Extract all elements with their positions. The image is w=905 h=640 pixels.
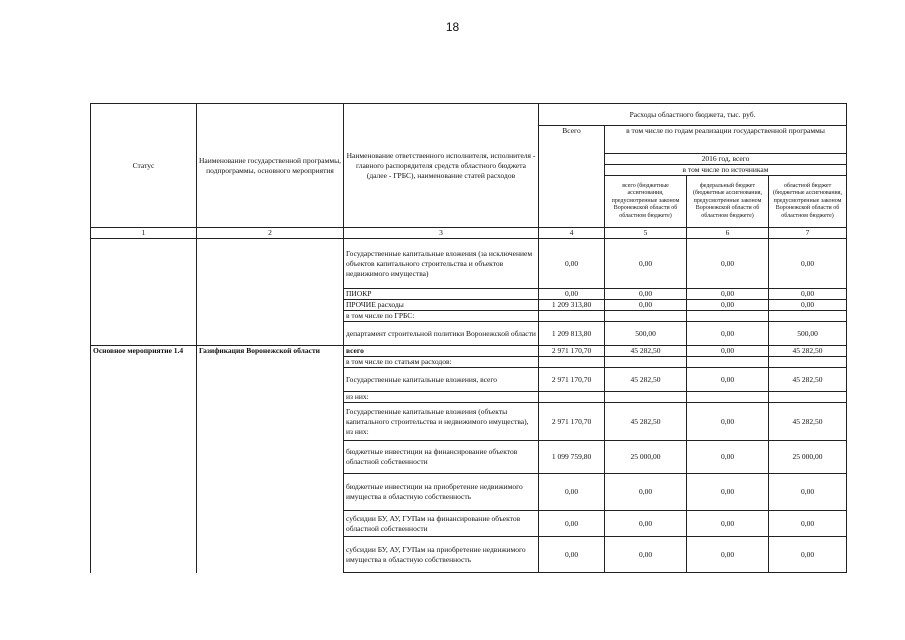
row-src-regional <box>769 311 847 322</box>
row-src-all: 45 282,50 <box>605 346 687 357</box>
table-row <box>91 239 847 289</box>
row-src-regional: 0,00 <box>769 511 847 537</box>
row-name: всего <box>344 346 539 357</box>
row-name: бюджетные инвестиции на приобретение недвижимого имущества в областную собственность <box>344 474 539 511</box>
row-src-all <box>605 311 687 322</box>
row-src-federal: 0,00 <box>687 474 769 511</box>
row-total: 2 971 170,70 <box>539 403 605 441</box>
row-src-federal: 0,00 <box>687 441 769 474</box>
row-total <box>539 311 605 322</box>
row-name: Государственные капитальные вложения, всего <box>344 368 539 392</box>
row-total <box>539 392 605 403</box>
row-src-federal: 0,00 <box>687 300 769 311</box>
column-number: 4 <box>539 228 605 239</box>
row-src-all: 500,00 <box>605 322 687 346</box>
row-src-all: 0,00 <box>605 300 687 311</box>
row-name: субсидии БУ, АУ, ГУПам на приобретение недвижимого имущества в областную собственность <box>344 537 539 573</box>
row-total: 0,00 <box>539 474 605 511</box>
row-total <box>539 357 605 368</box>
row-name: Государственные капитальные вложения (объекты капитального строительства и недвижимого имущества), из них: <box>344 403 539 441</box>
row-src-regional: 0,00 <box>769 239 847 289</box>
header-expenses: Расходы областного бюджета, тыс. руб. <box>539 104 847 126</box>
row-src-federal <box>687 392 769 403</box>
status-cell: Основное мероприятие 1.4 <box>91 346 197 573</box>
row-name: в том числе по статьям расходов: <box>344 357 539 368</box>
row-total: 0,00 <box>539 511 605 537</box>
row-src-regional: 45 282,50 <box>769 346 847 357</box>
column-number: 1 <box>91 228 197 239</box>
column-number: 2 <box>197 228 344 239</box>
row-src-all: 45 282,50 <box>605 368 687 392</box>
row-src-all: 25 000,00 <box>605 441 687 474</box>
header-program-name: Наименование государственной программы, подпрограммы, основного мероприятия <box>197 104 344 228</box>
column-number: 6 <box>687 228 769 239</box>
column-numbers-row <box>91 228 847 239</box>
row-src-regional: 0,00 <box>769 300 847 311</box>
row-total: 0,00 <box>539 537 605 573</box>
row-name: департамент строительной политики Воронежской области <box>344 322 539 346</box>
header-total: Всего <box>539 126 605 228</box>
column-number: 7 <box>769 228 847 239</box>
header-by-sources: в том числе по источникам <box>605 165 847 176</box>
row-src-federal <box>687 357 769 368</box>
row-total: 2 971 170,70 <box>539 346 605 357</box>
row-src-federal: 0,00 <box>687 511 769 537</box>
row-src-federal: 0,00 <box>687 537 769 573</box>
row-src-all: 0,00 <box>605 537 687 573</box>
row-src-federal: 0,00 <box>687 322 769 346</box>
column-number: 3 <box>344 228 539 239</box>
row-name: субсидии БУ, АУ, ГУПам на финансирование объектов областной собственности <box>344 511 539 537</box>
row-name: ПРОЧИЕ расходы <box>344 300 539 311</box>
row-src-all: 0,00 <box>605 474 687 511</box>
program-cell: Газификация Воронежской области <box>197 346 344 573</box>
row-src-all <box>605 392 687 403</box>
header-src-all: всего (бюджетные ассигнования, предусмотренные законом Воронежской области об областном бюджете) <box>605 176 687 228</box>
row-total: 0,00 <box>539 289 605 300</box>
row-name: бюджетные инвестиции на финансирование объектов областной собственности <box>344 441 539 474</box>
status-cell-empty <box>91 239 197 346</box>
row-name: из них: <box>344 392 539 403</box>
row-src-federal: 0,00 <box>687 346 769 357</box>
row-src-all: 0,00 <box>605 239 687 289</box>
page-number: 18 <box>445 20 460 34</box>
header-by-years: в том числе по годам реализации государственной программы <box>605 126 847 154</box>
row-src-regional <box>769 357 847 368</box>
row-src-all <box>605 357 687 368</box>
row-src-regional <box>769 392 847 403</box>
row-src-regional: 0,00 <box>769 474 847 511</box>
header-src-regional: областной бюджет (бюджетные ассигнования, предусмотренные законом Воронежской области об областном бюджете) <box>769 176 847 228</box>
row-src-regional: 25 000,00 <box>769 441 847 474</box>
row-total: 1 209 813,80 <box>539 322 605 346</box>
row-total: 1 099 759,80 <box>539 441 605 474</box>
header-status: Статус <box>91 104 197 228</box>
header-src-federal: федеральный бюджет (бюджетные ассигнования, предусмотренные законом Воронежской области об областном бюджете) <box>687 176 769 228</box>
row-src-all: 45 282,50 <box>605 403 687 441</box>
row-src-all: 0,00 <box>605 289 687 300</box>
row-src-federal: 0,00 <box>687 368 769 392</box>
row-src-regional: 0,00 <box>769 537 847 573</box>
row-name: ПИОКР <box>344 289 539 300</box>
header-year-total: 2016 год, всего <box>605 154 847 165</box>
row-total: 0,00 <box>539 239 605 289</box>
row-name: Государственные капитальные вложения (за исключением объектов капитального строительства и объектов недвижимого имущества) <box>344 239 539 289</box>
row-src-regional: 45 282,50 <box>769 368 847 392</box>
row-src-federal: 0,00 <box>687 289 769 300</box>
row-src-federal <box>687 311 769 322</box>
row-src-all: 0,00 <box>605 511 687 537</box>
header-executor: Наименование ответственного исполнителя, исполнителя - главного распорядителя средств областного бюджета (далее - ГРБС), наименование статей расходов <box>344 104 539 228</box>
row-src-federal: 0,00 <box>687 403 769 441</box>
row-total: 2 971 170,70 <box>539 368 605 392</box>
column-number: 5 <box>605 228 687 239</box>
row-src-regional: 500,00 <box>769 322 847 346</box>
row-src-regional: 0,00 <box>769 289 847 300</box>
row-src-federal: 0,00 <box>687 239 769 289</box>
program-cell-empty <box>197 239 344 346</box>
table-row <box>91 346 847 357</box>
row-total: 1 209 313,80 <box>539 300 605 311</box>
row-name: в том числе по ГРБС: <box>344 311 539 322</box>
budget-table <box>90 103 847 573</box>
row-src-regional: 45 282,50 <box>769 403 847 441</box>
